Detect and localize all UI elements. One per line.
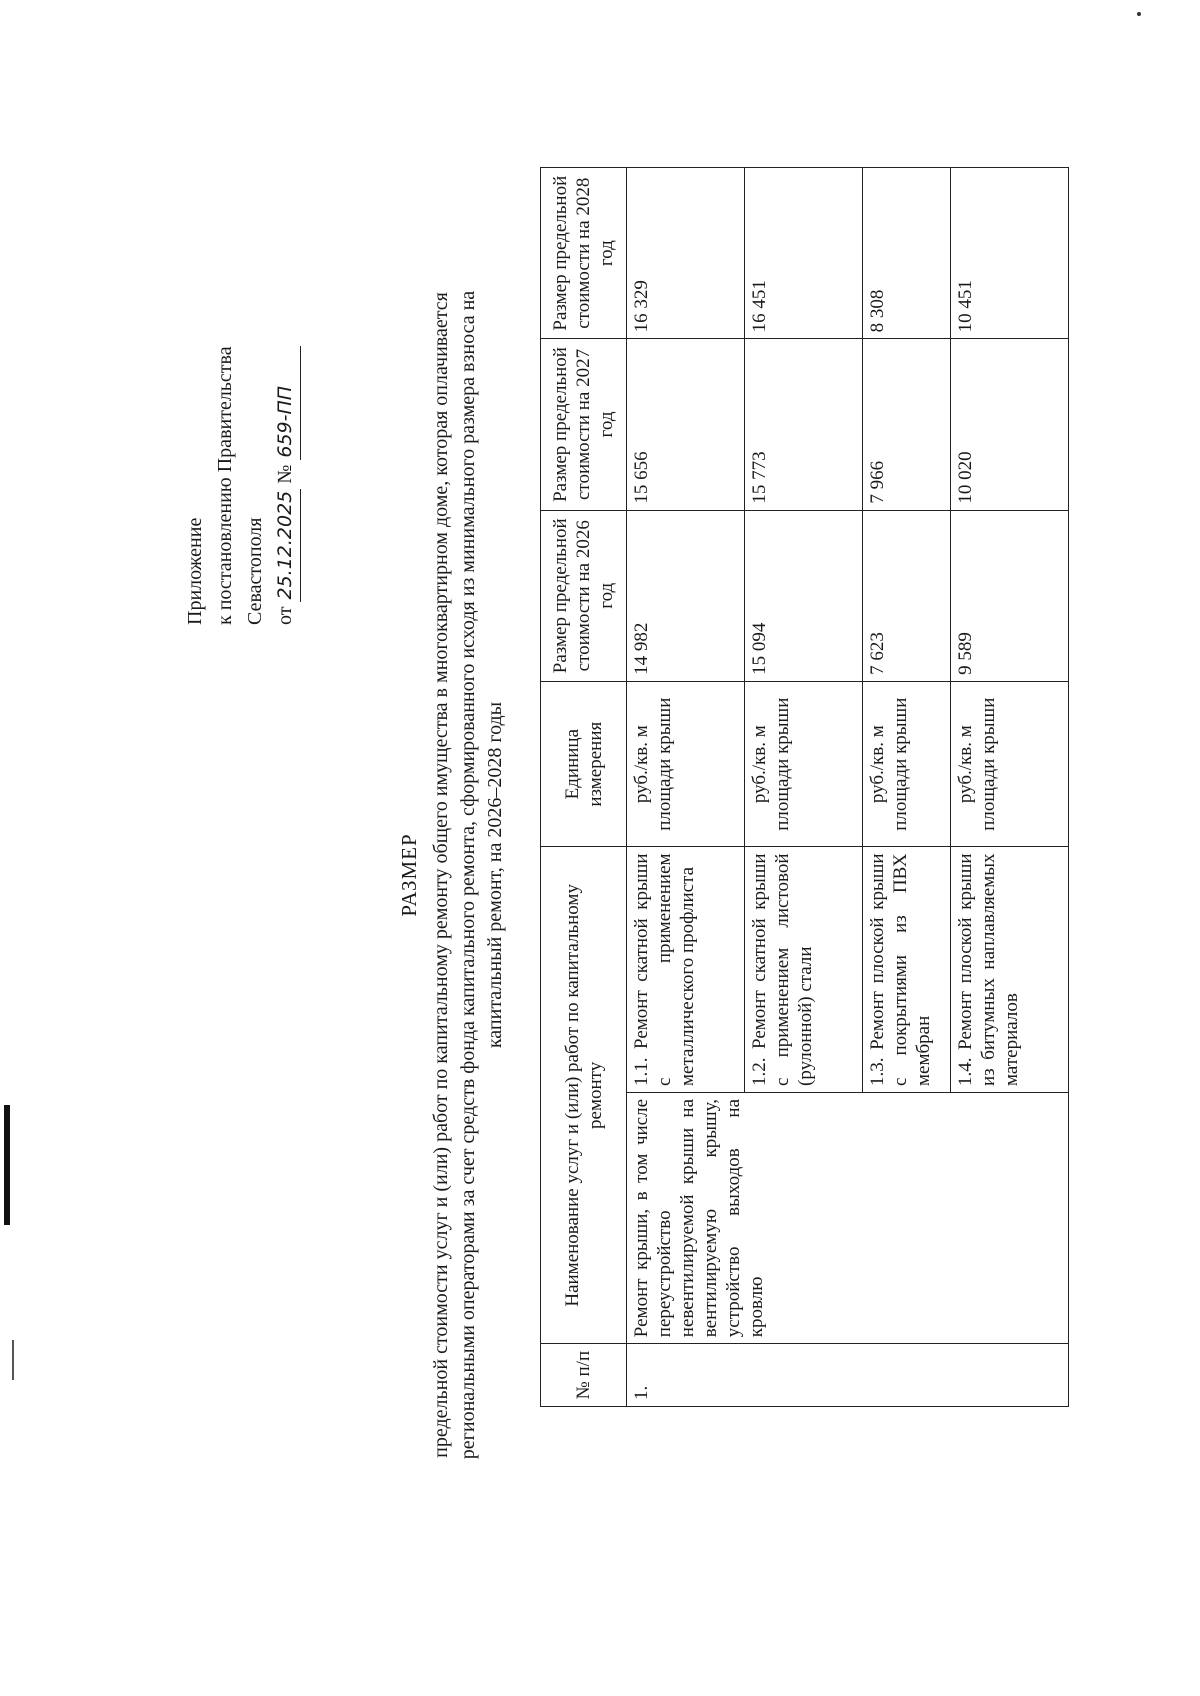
row-2028: 10 451 (951, 168, 1069, 339)
handwritten-number: 659-ПП (270, 346, 301, 460)
row-name: 1.3. Ремонт плоской крыши с покрытиями из ПВХ мембран (863, 847, 951, 1093)
date-prefix: от (274, 606, 296, 625)
row-2027: 15 773 (745, 339, 863, 510)
appendix-line-2: к постановлению Правительства (214, 346, 236, 625)
cost-table (540, 167, 1069, 1407)
row-name: 1.1. Ремонт скатной крыши с применением металлического профлиста (627, 847, 745, 1093)
appendix-line-3: Севастополя (244, 517, 266, 625)
header-2026: Размер предельной стоимости на 2026 год (541, 510, 627, 681)
scan-edge-mark-thin (12, 1340, 14, 1380)
row-unit: руб./кв. м площади крыши (863, 681, 951, 847)
row-2026: 7 623 (863, 510, 951, 681)
header-2028: Размер предельной стоимости на 2028 год (541, 168, 627, 339)
row-unit: руб./кв. м площади крыши (627, 681, 745, 847)
scan-edge-mark (4, 1105, 10, 1225)
appendix-line-1: Приложение (184, 517, 206, 625)
appendix-block (180, 346, 301, 625)
row-2027: 10 020 (951, 339, 1069, 510)
header-2027: Размер предельной стоимости на 2027 год (541, 339, 627, 510)
header-name: Наименование услуг и (или) работ по капитальному ремонту (541, 847, 627, 1344)
header-unit: Единица измерения (541, 681, 627, 847)
number-sign: № (274, 464, 296, 484)
scan-dot (1137, 12, 1141, 16)
table-header-row (541, 168, 627, 1407)
row-2027: 7 966 (863, 339, 951, 510)
handwritten-date: 25.12.2025 (270, 489, 301, 602)
rotated-document (35, 95, 1135, 1655)
table-row (627, 168, 745, 1407)
document-subtitle: предельной стоимости услуг и (или) работ по капитальному ремонту общего имущества в многоквартирном доме, которая оплачивается региональными операторами за счет средств фонда капитального ремонта, сформированного исходя из минимального размера взноса на капитальный ремонт, на 2026–2028 годы (430, 290, 506, 1460)
row-2026: 14 982 (627, 510, 745, 681)
row-unit: руб./кв. м площади крыши (745, 681, 863, 847)
header-num: № п/п (541, 1344, 627, 1407)
group-name: Ремонт крыши, в том числе переустройство невентилируемой крыши на вентилируемую крышу, устройство выходов на кровлю (627, 1092, 1069, 1343)
appendix-line-4 (270, 346, 301, 625)
row-2028: 16 451 (745, 168, 863, 339)
row-2026: 15 094 (745, 510, 863, 681)
group-num: 1. (627, 1344, 1069, 1407)
document-title: РАЗМЕР (397, 833, 421, 917)
row-2026: 9 589 (951, 510, 1069, 681)
row-2028: 8 308 (863, 168, 951, 339)
row-name: 1.2. Ремонт скатной крыши с применением листовой (рулонной) стали (745, 847, 863, 1093)
row-unit: руб./кв. м площади крыши (951, 681, 1069, 847)
row-2028: 16 329 (627, 168, 745, 339)
row-name: 1.4. Ремонт плоской крыши из битумных наплавляемых материалов (951, 847, 1069, 1093)
row-2027: 15 656 (627, 339, 745, 510)
